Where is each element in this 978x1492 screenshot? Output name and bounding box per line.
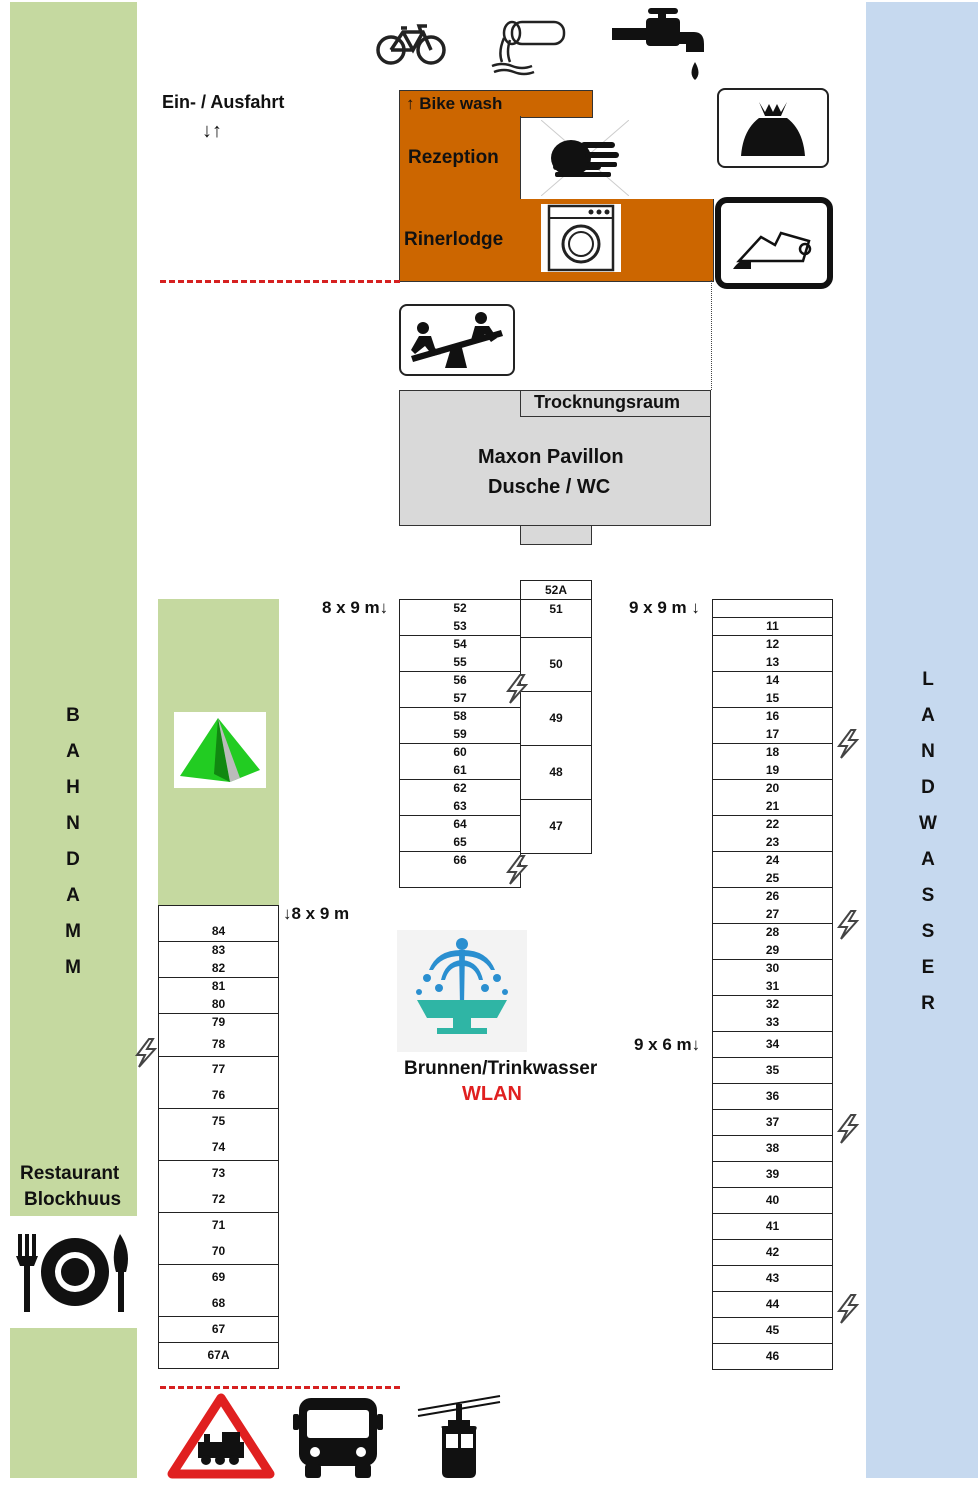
camp-plot[interactable]	[712, 1187, 833, 1214]
plot-number: 37	[765, 1115, 780, 1129]
camp-plot[interactable]	[158, 1160, 279, 1213]
plot-number: 70	[211, 1244, 226, 1258]
camp-plot[interactable]	[158, 1013, 279, 1057]
boundary-line-bottom	[160, 1386, 400, 1389]
size-label-center: 8 x 9 m↓	[322, 598, 389, 617]
size-label-left: ↓8 x 9 m	[283, 904, 350, 923]
camp-plot[interactable]	[158, 1316, 279, 1343]
plot-number: 25	[765, 871, 780, 885]
camp-plot[interactable]	[399, 599, 521, 636]
plot-number: 19	[765, 763, 780, 777]
camp-plot[interactable]	[712, 1161, 833, 1188]
camp-plot[interactable]	[712, 1239, 833, 1266]
entrance-arrows: ↓↑	[202, 120, 222, 142]
plot-number: 83	[211, 943, 226, 957]
camp-plot[interactable]	[712, 1317, 833, 1344]
bike-wash-label: ↑ Bike wash	[406, 94, 503, 113]
plot-number: 61	[453, 763, 467, 777]
plot-number: 65	[453, 835, 467, 849]
camp-plot[interactable]	[712, 779, 833, 816]
plot-number: 57	[453, 691, 467, 705]
power-outlet-icon	[504, 854, 530, 886]
plot-number: 16	[765, 709, 780, 723]
size-label-right-top: 9 x 9 m ↓	[629, 598, 700, 617]
camp-plot[interactable]	[712, 1265, 833, 1292]
plot-number: 73	[211, 1166, 226, 1180]
camp-plot[interactable]	[712, 815, 833, 852]
drain-pipe-icon	[480, 12, 570, 78]
camp-plot[interactable]	[399, 707, 521, 744]
plot-number: 72	[211, 1192, 226, 1206]
power-outlet-icon	[835, 1293, 861, 1325]
plot-number: 69	[211, 1270, 226, 1284]
plot-number: 58	[453, 709, 467, 723]
seesaw-playground-icon	[399, 304, 515, 376]
plot-number: 22	[765, 817, 780, 831]
plot-number: 30	[765, 961, 780, 975]
plot-number: 52	[453, 601, 467, 615]
plot-number: 56	[453, 673, 467, 687]
camp-plot[interactable]	[712, 617, 833, 636]
plot-number: 29	[765, 943, 780, 957]
plot-number: 11	[766, 619, 779, 633]
plot-number: 44	[765, 1297, 780, 1311]
plot-number: 78	[211, 1037, 226, 1051]
plot-number: 50	[549, 657, 563, 671]
plot-number: 35	[765, 1063, 780, 1077]
plot-number: 32	[765, 997, 780, 1011]
washing-machine-icon	[541, 204, 621, 272]
restaurant-label-1: Restaurant	[20, 1163, 120, 1184]
plot-number: 77	[211, 1062, 226, 1076]
camp-plot[interactable]	[158, 977, 279, 1014]
plot-number: 67	[211, 1322, 226, 1336]
plot-number: 46	[765, 1349, 780, 1363]
plot-number: 14	[765, 673, 780, 687]
camp-plot[interactable]	[158, 1264, 279, 1317]
plot-number: 17	[765, 727, 780, 741]
camp-plot[interactable]	[712, 923, 833, 960]
plot-number: 62	[453, 781, 467, 795]
plot-number: 53	[453, 619, 467, 633]
camp-plot[interactable]	[712, 959, 833, 996]
entrance-label: Ein- / Ausfahrt	[162, 92, 285, 112]
power-outlet-icon	[835, 909, 861, 941]
rinerlodge-label: Rinerlodge	[404, 229, 504, 250]
plot-number: 49	[549, 711, 563, 725]
fountain-icon	[397, 930, 527, 1052]
plot-number: 31	[765, 979, 780, 993]
plot-number: 84	[211, 924, 226, 938]
plot-number: 64	[453, 817, 467, 831]
plot-number: 24	[765, 853, 780, 867]
plot-number: 18	[765, 745, 780, 759]
camp-plot[interactable]	[520, 799, 592, 854]
bus-icon	[293, 1394, 383, 1480]
restaurant-label-2: Blockhuus	[24, 1189, 122, 1210]
plot-number: 13	[765, 655, 780, 669]
camp-plot[interactable]	[520, 599, 592, 638]
cable-car-icon	[414, 1392, 504, 1482]
plot-number: 45	[765, 1323, 780, 1337]
bicycle-icon	[375, 20, 447, 68]
plot-number: 43	[765, 1271, 780, 1285]
plot-number: 20	[765, 781, 780, 795]
camp-plot[interactable]	[712, 599, 833, 618]
camp-plot[interactable]	[158, 905, 279, 942]
plot-number: 66	[453, 853, 467, 867]
camp-plot[interactable]	[158, 941, 279, 978]
plot-number: 76	[211, 1088, 226, 1102]
plot-number: 63	[453, 799, 467, 813]
plot-number: 48	[549, 765, 563, 779]
plot-number: 68	[211, 1296, 226, 1310]
camp-plot[interactable]	[712, 1291, 833, 1318]
garbage-bag-icon	[717, 88, 829, 168]
camp-plot[interactable]	[399, 851, 521, 888]
plot-number: 80	[211, 997, 226, 1011]
plot-number: 38	[765, 1141, 780, 1155]
camp-plot[interactable]	[158, 1056, 279, 1109]
drying-room-label: Trocknungsraum	[534, 392, 681, 412]
camp-plot[interactable]	[399, 671, 521, 708]
railway-crossing-icon	[166, 1392, 276, 1480]
camp-plot[interactable]	[399, 779, 521, 816]
plot-number: 36	[765, 1089, 780, 1103]
camp-plot[interactable]	[158, 1212, 279, 1265]
camp-plot[interactable]	[158, 1342, 279, 1369]
plot-number: 71	[211, 1218, 226, 1232]
camp-plot[interactable]	[712, 671, 833, 708]
camp-plot[interactable]	[712, 707, 833, 744]
plot-number: 60	[453, 745, 467, 759]
plot-number: 26	[765, 889, 780, 903]
plot-number: 51	[549, 602, 563, 616]
pavilion-label-2: Dusche / WC	[488, 476, 611, 498]
camp-plot[interactable]	[712, 635, 833, 672]
plot-number: 39	[765, 1167, 780, 1181]
plot-number: 52A	[544, 583, 567, 597]
plot-number: 33	[765, 1015, 780, 1029]
plot-number: 41	[765, 1219, 780, 1233]
plot-number: 40	[765, 1193, 780, 1207]
power-outlet-icon	[504, 673, 530, 705]
plot-number: 27	[765, 907, 780, 921]
plot-number: 75	[211, 1114, 226, 1128]
wlan-label: WLAN	[462, 1083, 522, 1105]
camp-plot[interactable]	[712, 1057, 833, 1084]
camp-plot[interactable]	[712, 887, 833, 924]
camp-plot[interactable]	[520, 691, 592, 746]
camp-plot[interactable]	[712, 851, 833, 888]
water-tap-icon	[612, 8, 708, 88]
plot-number: 47	[549, 819, 563, 833]
camp-plot[interactable]	[399, 635, 521, 672]
camp-plot[interactable]	[712, 1135, 833, 1162]
plot-number: 79	[211, 1015, 226, 1029]
camp-plot[interactable]	[520, 580, 592, 600]
pavilion-annex	[520, 525, 592, 545]
plot-number: 34	[765, 1037, 780, 1051]
camp-plot[interactable]	[712, 1109, 833, 1136]
bahndamm-label: B A H N D A M M	[65, 705, 81, 978]
dump-station-icon	[715, 197, 833, 289]
dishwashing-icon	[541, 120, 629, 196]
plot-number: 54	[453, 637, 467, 651]
camp-plot[interactable]	[520, 637, 592, 692]
fountain-label: Brunnen/Trinkwasser	[404, 1058, 598, 1079]
camp-plot[interactable]	[399, 743, 521, 780]
camp-plot[interactable]	[520, 745, 592, 800]
camp-plot[interactable]	[399, 815, 521, 852]
power-outlet-icon	[133, 1037, 159, 1069]
plot-number: 55	[453, 655, 467, 669]
camp-plot[interactable]	[712, 743, 833, 780]
size-label-right-bottom: 9 x 6 m↓	[634, 1035, 701, 1054]
power-outlet-icon	[835, 1113, 861, 1145]
camp-plot[interactable]	[712, 1031, 833, 1058]
plot-number: 28	[765, 925, 780, 939]
plot-number: 21	[765, 799, 780, 813]
reception-label: Rezeption	[408, 147, 499, 168]
camp-plot[interactable]	[712, 1083, 833, 1110]
boundary-line-top	[160, 280, 400, 283]
camp-plot[interactable]	[158, 1108, 279, 1161]
camp-plot[interactable]	[712, 1213, 833, 1240]
plot-number: 15	[765, 691, 780, 705]
camp-plot[interactable]	[712, 1343, 833, 1370]
plot-number: 81	[211, 979, 226, 993]
pavilion-label-1: Maxon Pavillon	[478, 446, 624, 468]
plot-number: 82	[211, 961, 226, 975]
plot-number: 74	[211, 1140, 226, 1154]
tent-icon	[174, 712, 266, 788]
plot-number: 23	[765, 835, 780, 849]
plot-number: 67A	[207, 1348, 230, 1362]
restaurant-cutlery-icon	[8, 1216, 140, 1328]
plot-number: 42	[765, 1245, 780, 1259]
plot-number: 12	[765, 637, 780, 651]
landwasser-label: L A N D W A S S E R	[919, 669, 937, 1014]
camp-plot[interactable]	[712, 995, 833, 1032]
power-outlet-icon	[835, 728, 861, 760]
plot-number: 59	[453, 727, 467, 741]
